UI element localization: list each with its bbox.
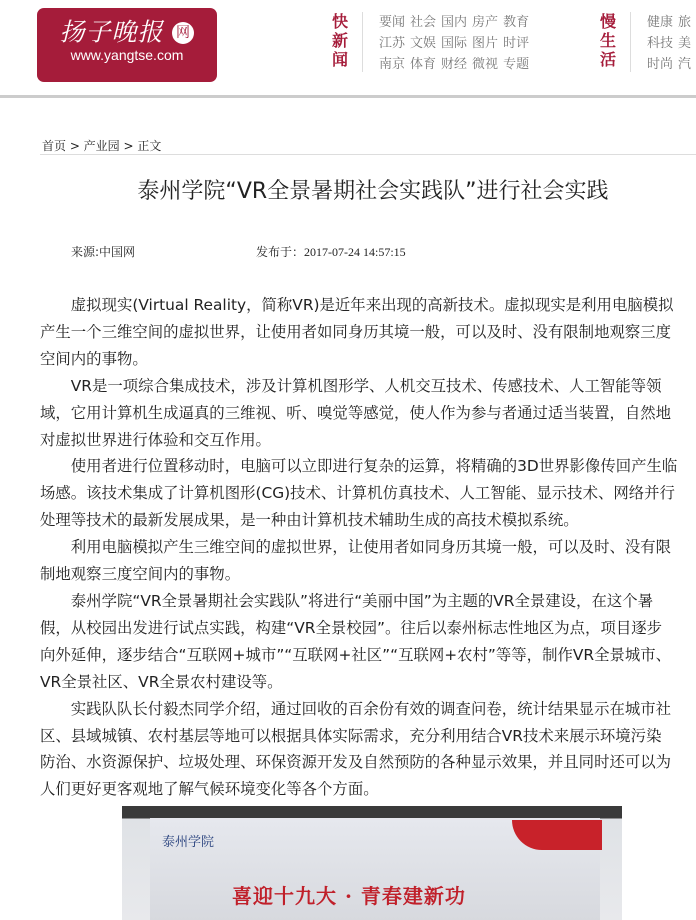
photo-slogan: 喜迎十九大 · 青春建新功 bbox=[232, 884, 466, 908]
paragraph-line: 空间内的事物。 bbox=[40, 349, 148, 368]
nav-link[interactable]: 图片 bbox=[472, 36, 499, 51]
article-published: 发布于：2017-07-24 14:57:15 bbox=[256, 245, 406, 259]
nav-row bbox=[647, 12, 696, 33]
paragraph-line: VR是一项综合集成技术，涉及计算机图形学、人机交互技术、传感技术、人工智能等领 bbox=[40, 376, 662, 395]
paragraph-line: 实践队队长付毅杰同学介绍，通过回收的百余份有效的调查问卷，统计结果显示在城市社 bbox=[40, 699, 672, 718]
logo-url: www.yangtse.com bbox=[70, 47, 184, 63]
nav-row bbox=[379, 12, 534, 33]
paragraph-line: 区、县域城镇、农村基层等地可以根据具体实际需求，充分利用结合VR技术来展示环境污染 bbox=[40, 726, 662, 745]
nav-link[interactable]: 时评 bbox=[503, 36, 530, 51]
paragraph-line: 场感。该技术集成了计算机图形(CG)技术、计算机仿真技术、人工智能、显示技术、网络并行 bbox=[40, 484, 675, 503]
paragraph-line: 产生一个三维空间的虚拟世界，让使用者如同身历其境一般，可以及时、没有限制地观察三度 bbox=[40, 322, 672, 341]
nav-row bbox=[647, 54, 696, 75]
nav-group-fast-news bbox=[332, 12, 534, 75]
paragraph-line: 泰州学院“VR全景暑期社会实践队”将进行“美丽中国”为主题的VR全景建设，在这个暑 bbox=[40, 591, 654, 610]
nav-link[interactable]: 专题 bbox=[503, 57, 530, 72]
nav-row bbox=[647, 33, 696, 54]
paragraph bbox=[40, 534, 696, 588]
article-body bbox=[40, 292, 696, 803]
header-divider bbox=[0, 95, 696, 98]
nav-link[interactable]: 国内 bbox=[441, 15, 468, 30]
nav-link[interactable]: 汽 bbox=[678, 57, 692, 72]
nav-link[interactable]: 国际 bbox=[441, 36, 468, 51]
paragraph-line: 处理等技术的最新发展成果，是一种由计算机技术辅助生成的高技术模拟系统。 bbox=[40, 511, 579, 530]
nav-link[interactable]: 要闻 bbox=[379, 15, 406, 30]
nav-row bbox=[379, 54, 534, 75]
nav-link[interactable]: 南京 bbox=[379, 57, 406, 72]
nav-group-label: 快 新 闻 bbox=[332, 12, 363, 72]
paragraph-line: 制地观察三度空间内的事物。 bbox=[40, 565, 241, 584]
paragraph-line: 向外延伸，逐步结合“互联网+城市”“互联网+社区”“互联网+农村”等等，制作VR全景城市、 bbox=[40, 645, 672, 664]
nav-link[interactable]: 微视 bbox=[472, 57, 499, 72]
paragraph-line: 人们更好更客观地了解气候环境变化等各个方面。 bbox=[40, 780, 379, 799]
breadcrumb-divider bbox=[40, 154, 696, 155]
nav-link[interactable]: 社会 bbox=[410, 15, 437, 30]
paragraph-line: VR全景社区、VR全景农村建设等。 bbox=[40, 672, 283, 691]
paragraph-line: 利用电脑模拟产生三维空间的虚拟世界，让使用者如同身历其境一般，可以及时、没有限 bbox=[40, 538, 672, 557]
paragraph bbox=[40, 453, 696, 534]
paragraph-line: 防治、水资源保护、垃圾处理、环保资源开发及自然预防的各种显示效果，并且同时还可以为 bbox=[40, 753, 672, 772]
paragraph-line: 使用者进行位置移动时，电脑可以立即进行复杂的运算，将精确的3D世界影像传回产生临 bbox=[40, 457, 678, 476]
paragraph-line: 假，从校园出发进行试点实践，构建“VR全景校园”。往后以泰州标志性地区为点，项目逐步 bbox=[40, 618, 663, 637]
nav-link[interactable]: 科技 bbox=[647, 36, 674, 51]
site-logo[interactable] bbox=[37, 8, 217, 82]
nav-link[interactable]: 文娱 bbox=[410, 36, 437, 51]
flag-decoration bbox=[512, 820, 602, 850]
nav-group-label: 慢 生 活 bbox=[600, 12, 631, 72]
article-title: 泰州学院“VR全景暑期社会实践队”进行社会实践 bbox=[137, 179, 609, 204]
publish-time: 2017-07-24 14:57:15 bbox=[304, 245, 406, 259]
nav-link[interactable]: 江苏 bbox=[379, 36, 406, 51]
nav-link[interactable]: 体育 bbox=[410, 57, 437, 72]
logo-badge: 网 bbox=[172, 22, 194, 44]
photo-school-name: 泰州学院 bbox=[162, 835, 215, 850]
nav-link[interactable]: 时尚 bbox=[647, 57, 674, 72]
nav-link[interactable]: 教育 bbox=[503, 15, 530, 30]
paragraph bbox=[40, 588, 696, 696]
nav-link[interactable]: 美 bbox=[678, 36, 692, 51]
article-source: 来源:中国网 bbox=[71, 245, 136, 259]
paragraph bbox=[40, 292, 696, 373]
paragraph-line: 虚拟现实(Virtual Reality，简称VR)是近年来出现的高新技术。虚拟现实是利用电脑模拟 bbox=[40, 296, 674, 314]
nav-link[interactable]: 健康 bbox=[647, 15, 674, 30]
nav-group-slow-life bbox=[600, 12, 696, 75]
paragraph-line: 域，它用计算机生成逼真的三维视、听、嗅觉等感觉，使人作为参与者通过适当装置，自然地 bbox=[40, 403, 672, 422]
nav-link[interactable]: 财经 bbox=[441, 57, 468, 72]
paragraph bbox=[40, 696, 696, 804]
breadcrumb[interactable]: 首页 > 产业园 > 正文 bbox=[42, 139, 162, 153]
nav-link[interactable]: 房产 bbox=[472, 15, 499, 30]
paragraph bbox=[40, 373, 696, 454]
logo-name: 扬子晚报 bbox=[59, 17, 164, 47]
article-photo bbox=[122, 806, 622, 920]
nav-link[interactable]: 旅 bbox=[678, 15, 692, 30]
paragraph-line: 对虚拟世界进行体验和交互作用。 bbox=[40, 430, 271, 449]
nav-row bbox=[379, 33, 534, 54]
